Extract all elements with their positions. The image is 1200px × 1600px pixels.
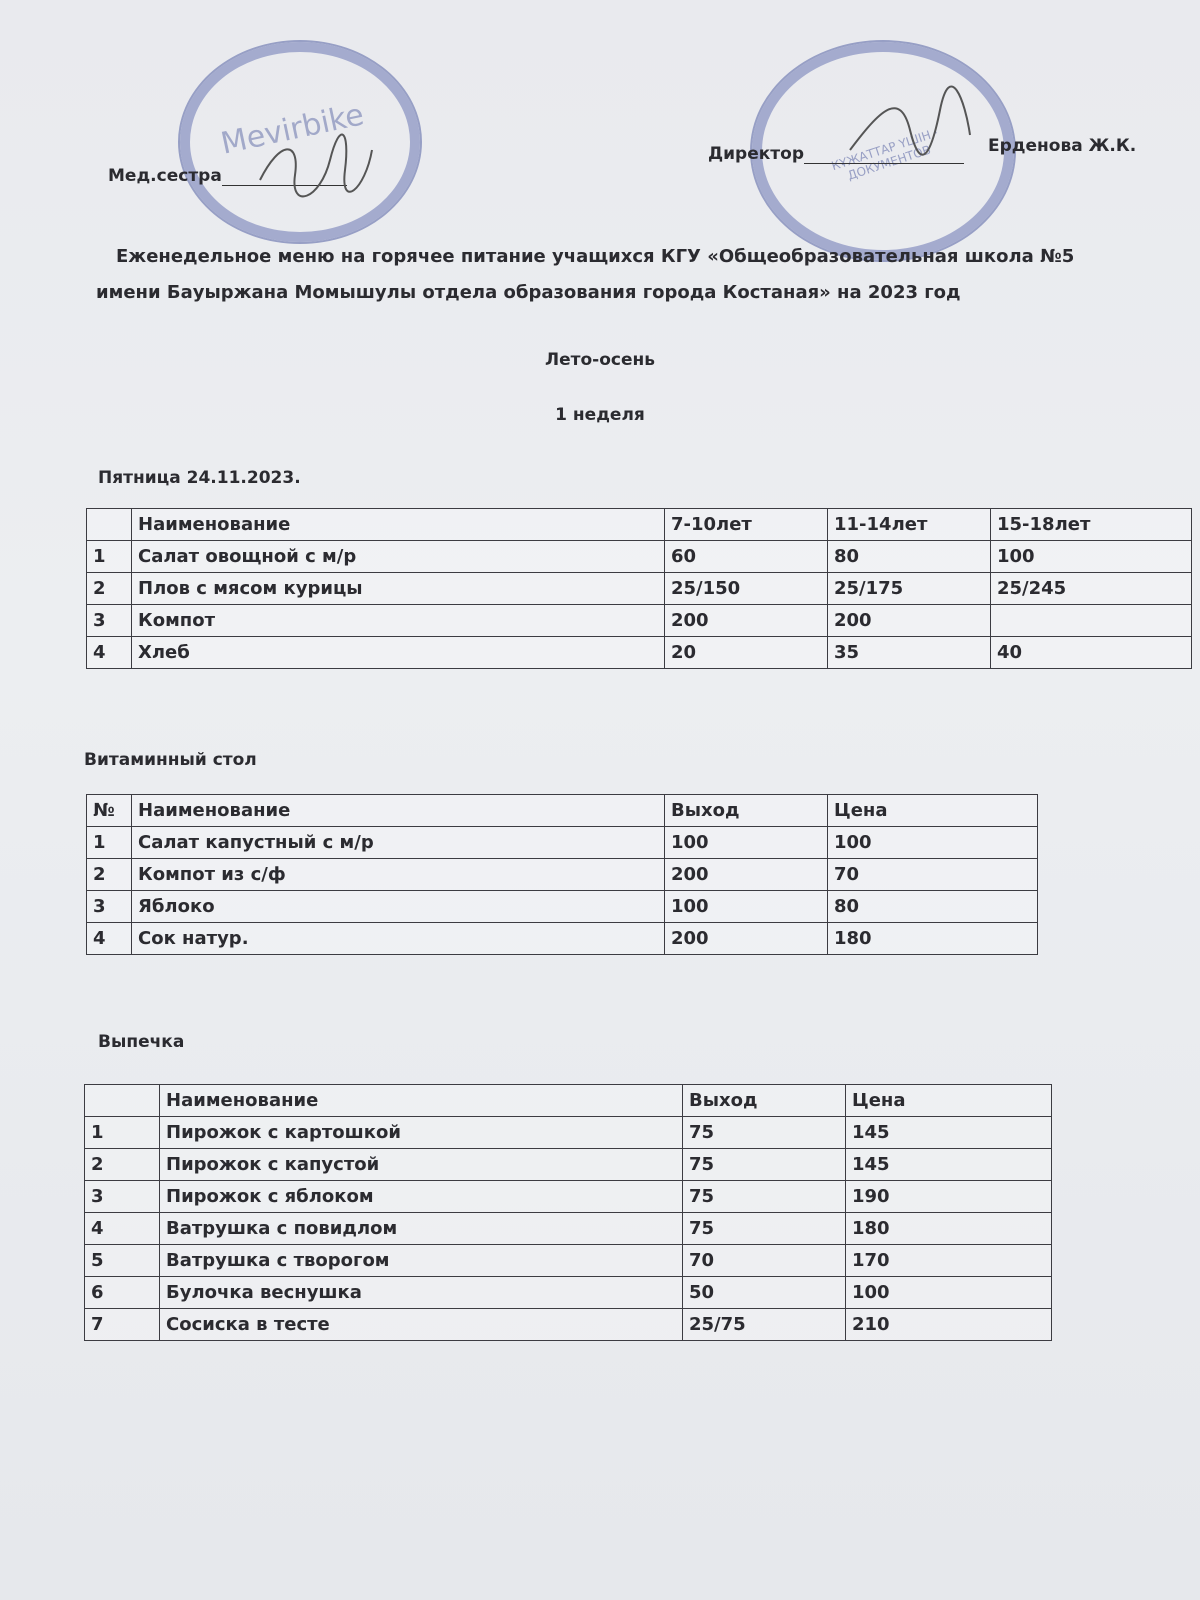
table-row xyxy=(87,605,1192,637)
cell-name: Компот из с/ф xyxy=(132,859,665,891)
cell-value: 75 xyxy=(683,1117,846,1149)
cell-name: Яблоко xyxy=(132,891,665,923)
col-header-age-15-18: 15-18лет xyxy=(991,509,1192,541)
cell-value: 100 xyxy=(991,541,1192,573)
cell-value: 50 xyxy=(683,1277,846,1309)
col-header-num xyxy=(85,1085,160,1117)
vitamin-table xyxy=(86,794,1038,955)
day-label: Пятница 24.11.2023. xyxy=(98,468,301,488)
col-header-yield: Выход xyxy=(683,1085,846,1117)
cell-value: 25/175 xyxy=(828,573,991,605)
season: Лето-осень xyxy=(544,350,656,370)
table-row xyxy=(85,1213,1052,1245)
cell-value: 100 xyxy=(665,827,828,859)
main-menu-table xyxy=(86,508,1192,669)
table-header-row xyxy=(85,1085,1052,1117)
table-row xyxy=(87,573,1192,605)
table-header-row xyxy=(87,509,1192,541)
cell-value: 80 xyxy=(828,541,991,573)
cell-num: 1 xyxy=(87,827,132,859)
bakery-table xyxy=(84,1084,1052,1341)
cell-value: 75 xyxy=(683,1213,846,1245)
table-row xyxy=(85,1245,1052,1277)
right-stamp-text: КҰЖАТТАР ҮШІН · ДОКУМЕНТОВ xyxy=(829,125,940,183)
title-line-1: Еженедельное меню на горячее питание учащихся КГУ «Общеобразовательная школа №5 xyxy=(116,246,1075,267)
title-line-2: имени Бауыржана Момышулы отдела образования города Костаная» на 2023 год xyxy=(96,282,961,303)
cell-num: 2 xyxy=(85,1149,160,1181)
table-row xyxy=(87,541,1192,573)
cell-value: 170 xyxy=(846,1245,1052,1277)
cell-num: 6 xyxy=(85,1277,160,1309)
cell-value: 60 xyxy=(665,541,828,573)
table-row xyxy=(87,637,1192,669)
cell-num: 1 xyxy=(87,541,132,573)
director-name: Ерденова Ж.К. xyxy=(988,136,1137,156)
cell-name: Пирожок с капустой xyxy=(160,1149,683,1181)
cell-value: 20 xyxy=(665,637,828,669)
col-header-num xyxy=(87,509,132,541)
col-header-price: Цена xyxy=(828,795,1038,827)
cell-value: 200 xyxy=(665,605,828,637)
cell-num: 4 xyxy=(87,923,132,955)
cell-value: 25/245 xyxy=(991,573,1192,605)
cell-name: Пирожок с картошкой xyxy=(160,1117,683,1149)
bakery-label: Выпечка xyxy=(98,1032,185,1052)
cell-num: 1 xyxy=(85,1117,160,1149)
col-header-name: Наименование xyxy=(160,1085,683,1117)
cell-num: 3 xyxy=(85,1181,160,1213)
cell-value: 180 xyxy=(828,923,1038,955)
cell-value xyxy=(991,605,1192,637)
table-row xyxy=(87,891,1038,923)
nurse-signature-scribble xyxy=(250,120,380,210)
cell-num: 5 xyxy=(85,1245,160,1277)
cell-value: 100 xyxy=(665,891,828,923)
table-row xyxy=(85,1309,1052,1341)
cell-name: Булочка веснушка xyxy=(160,1277,683,1309)
cell-num: 4 xyxy=(87,637,132,669)
vitamin-label: Витаминный стол xyxy=(84,750,257,770)
cell-value: 145 xyxy=(846,1117,1052,1149)
table-row xyxy=(85,1181,1052,1213)
cell-value: 25/75 xyxy=(683,1309,846,1341)
cell-value: 70 xyxy=(683,1245,846,1277)
cell-name: Ватрушка с повидлом xyxy=(160,1213,683,1245)
cell-name: Плов с мясом курицы xyxy=(132,573,665,605)
table-header-row xyxy=(87,795,1038,827)
col-header-name: Наименование xyxy=(132,509,665,541)
cell-value: 210 xyxy=(846,1309,1052,1341)
cell-num: 2 xyxy=(87,573,132,605)
director-signature-scribble xyxy=(840,80,980,170)
table-row xyxy=(87,859,1038,891)
table-row xyxy=(87,827,1038,859)
cell-value: 200 xyxy=(665,859,828,891)
cell-value: 180 xyxy=(846,1213,1052,1245)
cell-value: 200 xyxy=(665,923,828,955)
cell-name: Салат овощной с м/р xyxy=(132,541,665,573)
col-header-name: Наименование xyxy=(132,795,665,827)
nurse-label: Мед.сестра xyxy=(108,166,222,186)
left-stamp-text: Mevirbike xyxy=(217,97,367,162)
col-header-yield: Выход xyxy=(665,795,828,827)
cell-value: 40 xyxy=(991,637,1192,669)
cell-name: Хлеб xyxy=(132,637,665,669)
cell-value: 200 xyxy=(828,605,991,637)
cell-value: 100 xyxy=(828,827,1038,859)
cell-name: Салат капустный с м/р xyxy=(132,827,665,859)
cell-value: 25/150 xyxy=(665,573,828,605)
cell-num: 4 xyxy=(85,1213,160,1245)
table-row xyxy=(85,1117,1052,1149)
col-header-num: № xyxy=(87,795,132,827)
cell-value: 80 xyxy=(828,891,1038,923)
col-header-age-7-10: 7-10лет xyxy=(665,509,828,541)
cell-num: 3 xyxy=(87,605,132,637)
cell-num: 3 xyxy=(87,891,132,923)
cell-num: 2 xyxy=(87,859,132,891)
week: 1 неделя xyxy=(555,405,645,425)
cell-name: Сосиска в тесте xyxy=(160,1309,683,1341)
cell-value: 70 xyxy=(828,859,1038,891)
cell-value: 75 xyxy=(683,1181,846,1213)
col-header-age-11-14: 11-14лет xyxy=(828,509,991,541)
cell-value: 190 xyxy=(846,1181,1052,1213)
cell-value: 75 xyxy=(683,1149,846,1181)
cell-num: 7 xyxy=(85,1309,160,1341)
col-header-price: Цена xyxy=(846,1085,1052,1117)
cell-name: Сок натур. xyxy=(132,923,665,955)
cell-value: 35 xyxy=(828,637,991,669)
cell-name: Компот xyxy=(132,605,665,637)
table-row xyxy=(85,1149,1052,1181)
cell-value: 100 xyxy=(846,1277,1052,1309)
table-row xyxy=(87,923,1038,955)
director-label: Директор xyxy=(708,144,804,164)
cell-name: Пирожок с яблоком xyxy=(160,1181,683,1213)
cell-value: 145 xyxy=(846,1149,1052,1181)
cell-name: Ватрушка с творогом xyxy=(160,1245,683,1277)
table-row xyxy=(85,1277,1052,1309)
